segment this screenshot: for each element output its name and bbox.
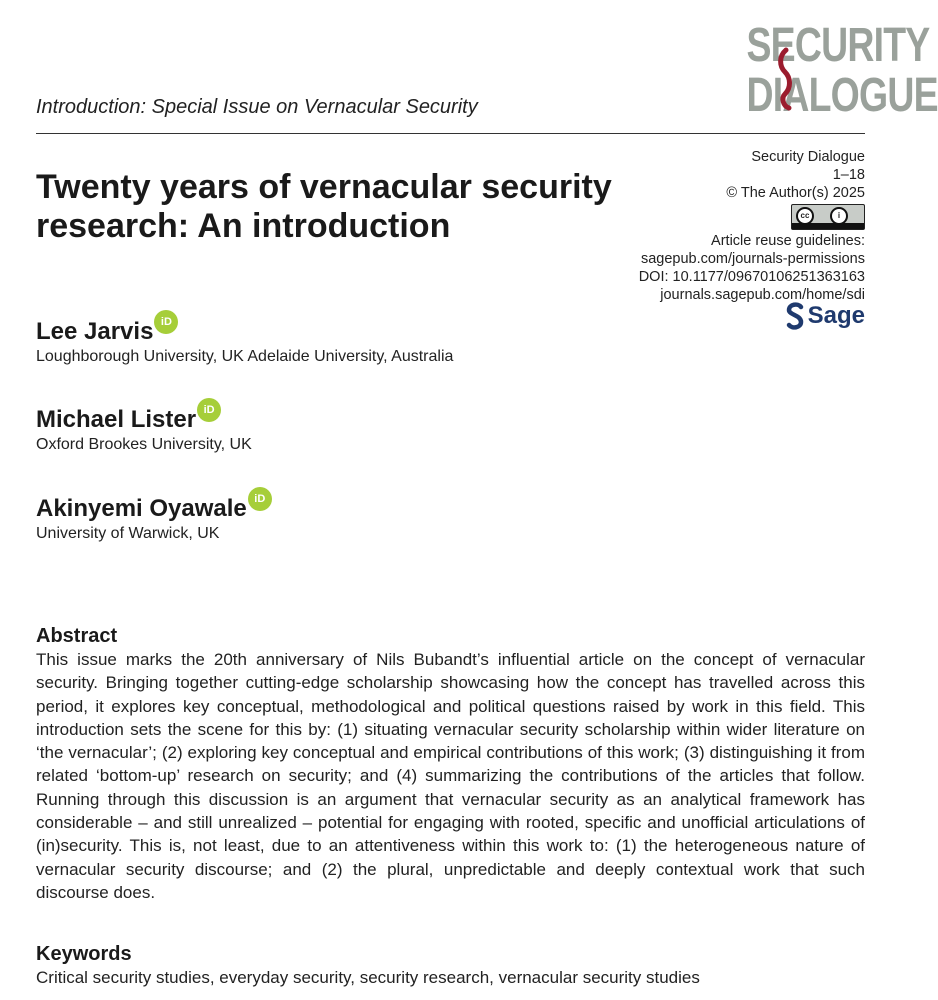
abstract-text: This issue marks the 20th anniversary of Nils Bubandt’s influential article on the concept of vernacular security. Bringing together cutting-edge scholarship showcasing how the concept has travelled across this period, it explores key conceptual, methodological and political questions raised by work in this field. This introduction sets the scene for this by: (1) situating vernacular security scholarship within wider literature on ‘the vernacular’; (2) exploring key conceptual and empirical contributions of this work; (3) distinguishing it from related ‘bottom-up’ research on security; and (4) summarizing the contributions of the articles that follow. Running through this discussion is an argument that vernacular security as an analytical framework has considerable – and still unrealized – potential for engaging with rooted, specific and unofficial articulations of (in)security. This is, not least, due to an attentiveness within this work to: (1) the heterogeneous nature of vernacular security discourse; and (2) the plural, unpredictable and deeply contextual work that such discourse does.	[36, 650, 865, 902]
author-affiliation: University of Warwick, UK	[36, 525, 220, 542]
journal-name: Security Dialogue	[751, 149, 865, 165]
author-block	[36, 318, 453, 366]
orcid-icon[interactable]: iD	[197, 398, 221, 422]
keywords-heading: Keywords	[36, 943, 132, 965]
sage-s-icon	[786, 302, 804, 330]
author-block	[36, 406, 252, 454]
author-affiliation: Loughborough University, UK Adelaide University, Australia	[36, 348, 454, 365]
article-metadata	[639, 148, 865, 304]
author-name: Akinyemi Oyawale	[36, 495, 247, 522]
by-icon-part: i	[830, 207, 848, 225]
cc-icon-part: cc	[796, 207, 814, 225]
keywords-text: Critical security studies, everyday security, security research, vernacular security studies	[36, 968, 700, 987]
publisher-name: Sage	[807, 302, 865, 329]
orcid-icon[interactable]: iD	[248, 487, 272, 511]
author-block	[36, 495, 272, 543]
header-divider	[36, 133, 865, 134]
journal-logo	[713, 19, 938, 122]
abstract-heading: Abstract	[36, 625, 118, 647]
issue-label: Introduction: Special Issue on Vernacular Security	[36, 96, 478, 118]
author-affiliation: Oxford Brookes University, UK	[36, 436, 252, 453]
doi[interactable]: DOI: 10.1177/09670106251363163	[638, 269, 865, 285]
article-title: Twenty years of vernacular security research: An introduction	[36, 168, 612, 245]
orcid-icon[interactable]: iD	[154, 310, 178, 334]
abstract-section	[36, 625, 865, 904]
cc-by-icon	[791, 204, 865, 230]
logo-line-1: SECURITY	[746, 19, 930, 72]
author-name: Lee Jarvis	[36, 318, 154, 345]
page-range: 1–18	[832, 167, 865, 183]
reuse-label: Article reuse guidelines:	[711, 233, 865, 249]
journal-link[interactable]: journals.sagepub.com/home/sdi	[660, 287, 865, 303]
logo-line-2: DIALOGUE	[746, 69, 938, 122]
author-name: Michael Lister	[36, 406, 197, 433]
copyright: © The Author(s) 2025	[726, 185, 865, 201]
reuse-link[interactable]: sagepub.com/journals-permissions	[640, 251, 865, 267]
logo-clip-icon	[777, 48, 795, 110]
publisher-logo	[786, 302, 865, 330]
keywords-section	[36, 943, 865, 989]
